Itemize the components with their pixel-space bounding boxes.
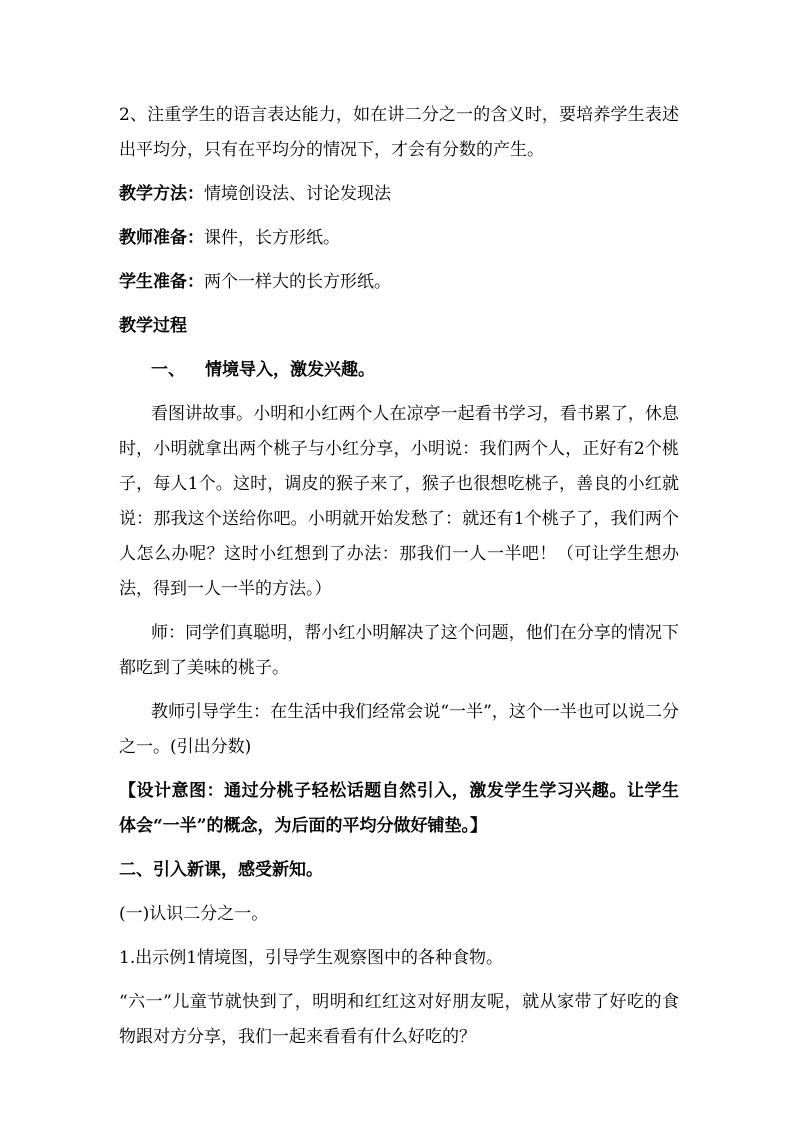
teaching-process-heading: 教学过程 bbox=[119, 316, 187, 336]
teaching-method-label: 教学方法： bbox=[119, 184, 204, 204]
section-1-number: 一、 bbox=[151, 360, 185, 380]
teacher-prep-line bbox=[119, 221, 679, 256]
subsection-1-heading: (一)认识二分之一。 bbox=[119, 904, 269, 924]
teacher-prep-label: 教师准备： bbox=[119, 228, 204, 248]
section-1-title: 情境导入，激发兴趣。 bbox=[205, 360, 375, 380]
story-paragraph: 看图讲故事。小明和小红两个人在凉亭一起看书学习，看书累了，休息时，小明就拿出两个桃子与小红分享，小明说：我们两个人，正好有2个桃子，每人1个。这时，调皮的猴子来了，猴子也很想吃桃子，善良的小红就说：那我这个送给你吧。小明就开始发愁了：就还有1个桃子了，我们两个人怎么办呢？这时小红想到了办法：那我们一人一半吧！（可让学生想办法，得到一人一半的方法。） bbox=[119, 404, 679, 599]
teacher-praise-paragraph: 师：同学们真聪明，帮小红小明解决了这个问题，他们在分享的情况下都吃到了美味的桃子。 bbox=[119, 623, 679, 678]
student-prep-line bbox=[119, 265, 679, 300]
student-prep-label: 学生准备： bbox=[119, 272, 204, 292]
paragraph-language-ability: 2、注重学生的语言表达能力，如在讲二分之一的含义时，要培养学生表述出平均分，只有在平均分的情况下，才会有分数的产生。 bbox=[119, 105, 679, 160]
student-prep-text: 两个一样大的长方形纸。 bbox=[204, 272, 391, 292]
scenario-paragraph: “六一”儿童节就快到了，明明和红红这对好朋友呢，就从家带了好吃的食物跟对方分享，我们一起来看看有什么好吃的？ bbox=[119, 992, 679, 1047]
teacher-guide-paragraph: 教师引导学生：在生活中我们经常会说“一半”，这个一半也可以说二分之一。(引出分数) bbox=[119, 702, 679, 757]
item-1-line: 1.出示例1情境图，引导学生观察图中的各种食物。 bbox=[119, 948, 504, 968]
design-intent-note: 【设计意图：通过分桃子轻松话题自然引入，激发学生学习兴趣。让学生体会“一半”的概念，为后面的平均分做好铺垫。】 bbox=[119, 781, 679, 836]
document-body bbox=[119, 98, 679, 1055]
teacher-prep-text: 课件，长方形纸。 bbox=[204, 228, 340, 248]
teaching-method-line bbox=[119, 177, 679, 212]
section-1-heading bbox=[119, 353, 679, 388]
teaching-method-text: 情境创设法、讨论发现法 bbox=[204, 184, 391, 204]
section-2-heading: 二、引入新课，感受新知。 bbox=[119, 860, 323, 880]
